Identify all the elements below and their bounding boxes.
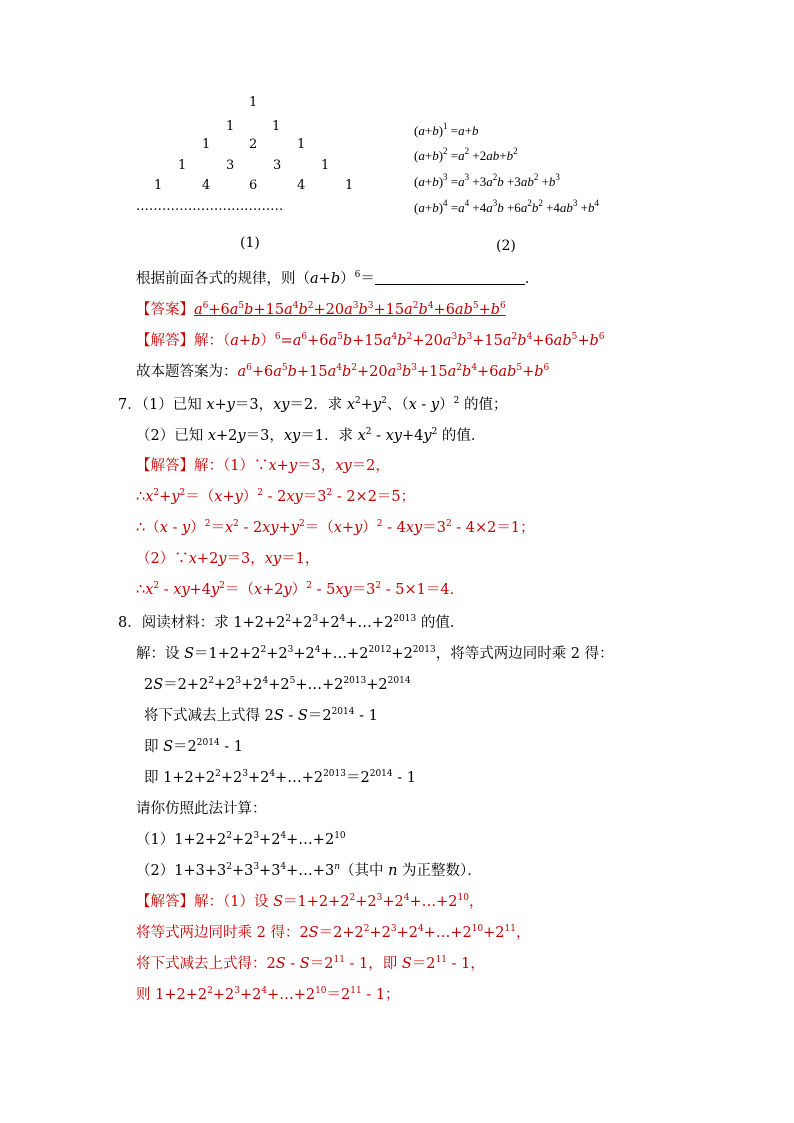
q7-solution-5: $\therefore x^2 - xy+4y^2=(x+2y)^2 - 5xy=3^2 - 5\times 1=4$． [136, 581, 465, 598]
pascal-number: 1 [202, 137, 211, 152]
q8-solution-4: 则 $1+2+2^2+2^3+2^4+\dots+2^{10}=2^{11} - 1$； [136, 986, 400, 1003]
q8-part1: $(1)1+2+2^2+2^3+2^4+\dots+2^{10}$ [136, 831, 346, 848]
q8-material-4: 即 $S=2^{2014} - 1$ [144, 738, 244, 755]
expansion-line-3: $(a+b)^3 =a^3 +3a^2b +3ab^2 +b^3$ [414, 172, 560, 189]
pascal-number: 4 [202, 178, 211, 193]
q7-part1: 7．（1）已知 x+y＝3，xy＝2．求 $x^2+y^2$、（x - y）$^2$ 的值； [118, 396, 508, 413]
pascal-number: 2 [249, 137, 258, 152]
q6-conclusion: 故本题答案为：$a^6+6a^5b+15a^4b^2+20a^3b^3+15a^2b^4+6ab^5+b^6$ [136, 363, 550, 380]
expansion-line-1: $(a+b)^1 =a+b$ [414, 121, 479, 138]
figure-caption-1: (1) [240, 235, 260, 251]
pascal-number: 1 [345, 178, 354, 193]
q8-solution-2: 将等式两边同时乘 2 得：$2S=2+2^2+2^3+2^4+\dots+2^{10}+2^{11}$， [136, 924, 531, 941]
q7-part2: （2）已知 x+2y＝3，xy＝1．求 $x^2 - xy+4y^2$ 的值． [136, 427, 486, 444]
figure-caption-2: (2) [496, 238, 516, 254]
pascal-number: 1 [321, 158, 330, 173]
pascal-number: 4 [297, 178, 306, 193]
q8-title: 8．阅读材料：求 $1+2+2^2+2^3+2^4+\dots+2^{2013}$ 的值． [118, 614, 465, 631]
answer-blank [375, 270, 525, 285]
pascal-number: 3 [273, 158, 282, 173]
q7-solution-3: ∴（x - $y)^2=x^2 - 2xy+y^2=(x+y)^2 - 4xy=3^2 - 4\times 2=1$； [136, 519, 535, 536]
q8-instruction: 请你仿照此法计算： [136, 801, 267, 817]
q8-part2: $(2)1+3+3^2+3^3+3^4+\dots+3^n$（其中 n 为正整数）． [136, 862, 482, 879]
pascal-number: 1 [272, 119, 281, 134]
pascal-number: 1 [226, 119, 235, 134]
expansion-line-4: $(a+b)^4 =a^4 +4a^3b +6a^2b^2 +4ab^3 +b^4$ [414, 198, 599, 215]
q7-solution-2: $\therefore x^2+y^2=(x+y)^2 - 2xy=3^2 - 2\times 2=5$； [136, 488, 416, 505]
q8-material-1: 解：设 $S=1+2+2^2+2^3+2^4+\dots+2^{2012}+2^{2013}$，将等式两边同时乘 2 得： [136, 645, 614, 662]
q8-solution-1: 【解答】解：（1）设 $S=1+2+2^2+2^3+2^4+\dots+2^{10}$， [136, 893, 484, 910]
q8-material-2: $2S=2+2^2+2^3+2^4+2^5+\dots+2^{2013}+2^{2014}$ [144, 676, 411, 693]
q8-solution-3: 将下式减去上式得：$2S - S=2^{11} - 1$，即 $S=2^{11} - 1$， [136, 955, 485, 972]
q6-prompt: 根据前面各式的规律，则$(a+b)^6=$ ． [136, 270, 540, 287]
pascal-number: 1 [178, 158, 187, 173]
q7-solution-4: （2）∵x+2y＝3，xy＝1， [136, 551, 320, 567]
pascal-number: 3 [226, 158, 235, 173]
pascal-number: 1 [249, 95, 258, 110]
q6-answer: 【答案】$a^6+6a^5b+15a^4b^2+20a^3b^3+15a^2b^4+6ab^5+b^6$ [136, 301, 506, 318]
q8-material-3: 将下式减去上式得 $2S - S=2^{2014} - 1$ [144, 707, 378, 724]
pascal-dots: .................................. [136, 199, 284, 214]
q6-solution: 【解答】解：$(a+b)^6=a^6+6a^5b+15a^4b^2+20a^3b^3+15a^2b^4+6ab^5+b^6$ [136, 332, 605, 349]
pascal-number: 1 [154, 178, 163, 193]
q8-material-5: 即 $1+2+2^2+2^3+2^4+\dots+2^{2013}=2^{2014} - 1$ [144, 769, 416, 786]
pascal-number: 6 [249, 178, 258, 193]
q7-solution-1: 【解答】解：（1）∵x+y＝3，xy＝2， [136, 458, 390, 474]
expansion-line-2: $(a+b)^2 =a^2 +2ab+b^2$ [414, 146, 518, 163]
pascal-number: 1 [297, 137, 306, 152]
